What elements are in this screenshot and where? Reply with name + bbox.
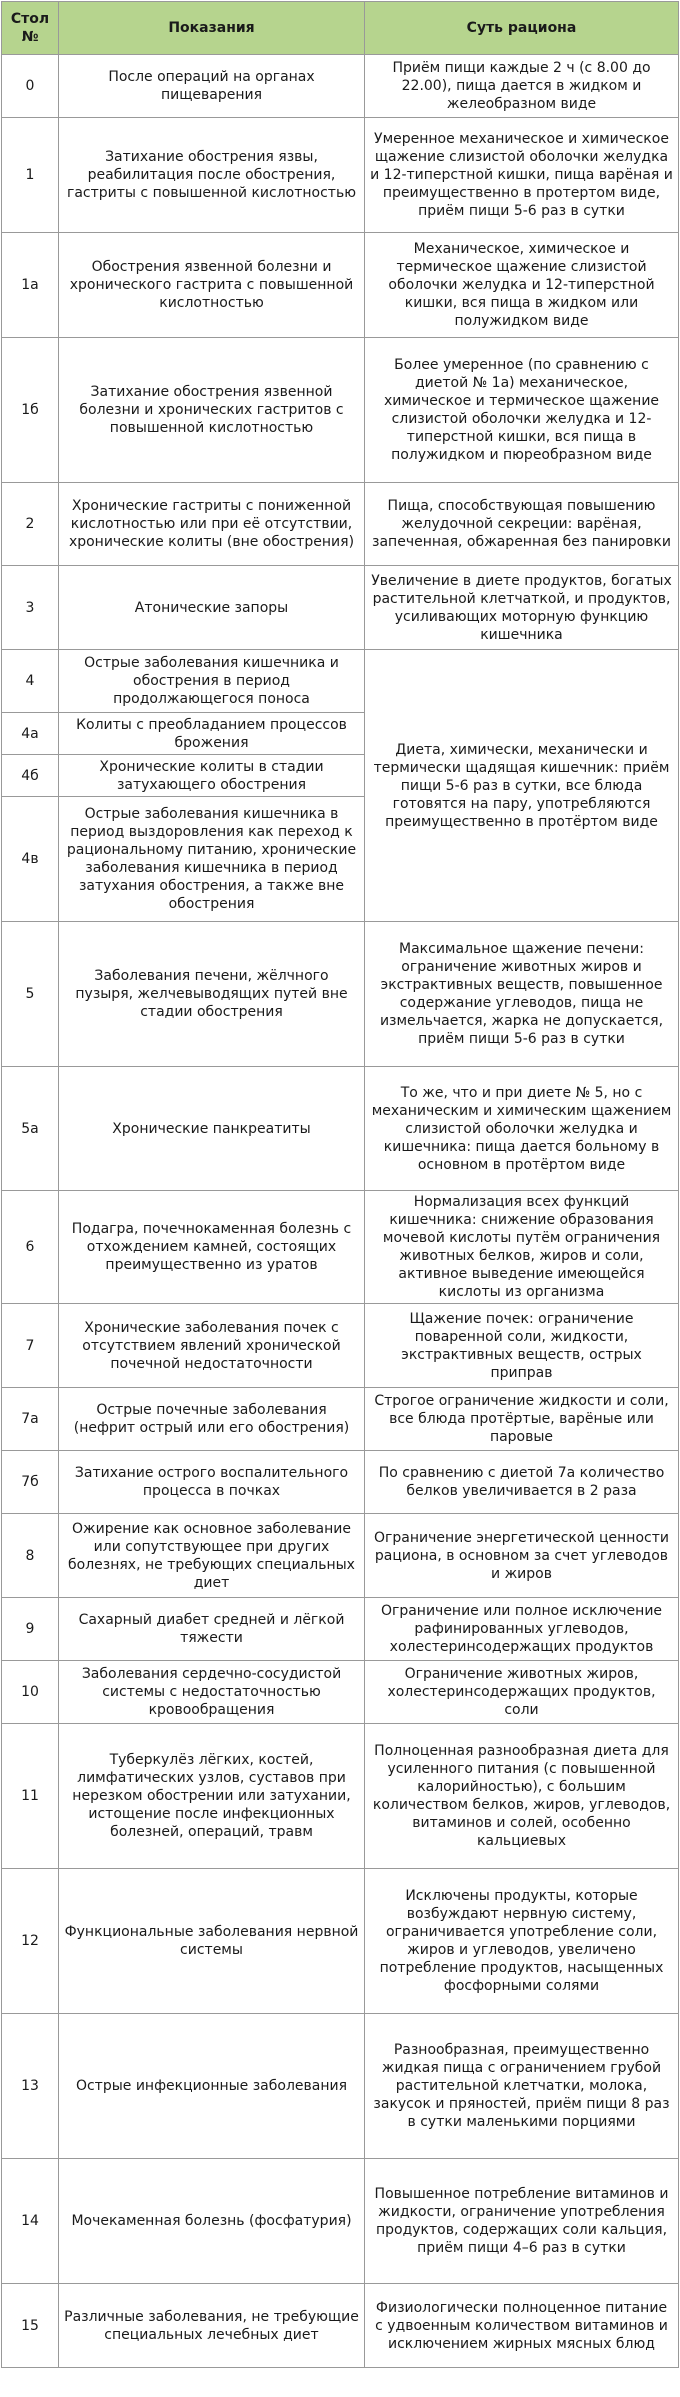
diet-cell-merged: Диета, химически, механически и термически щадящая кишечник: приём пищи 5-6 раз в сутки, все блюда готовятся на пару, употребляются преимущественно в протёртом виде (365, 650, 679, 922)
table-row (2, 650, 679, 713)
table-row (2, 1388, 679, 1451)
diet-cell: Щажение почек: ограничение поваренной соли, жидкости, экстрактивных веществ, острых приправ (365, 1304, 679, 1388)
indications-cell: Хронические гастриты с пониженной кислотностью или при её отсутствии, хронические колиты (вне обострения) (59, 483, 365, 566)
table-number: 8 (2, 1514, 59, 1598)
diet-cell: Приём пищи каждые 2 ч (с 8.00 до 22.00), пища дается в жидком и желеобразном виде (365, 55, 679, 118)
indications-cell: Сахарный диабет средней и лёгкой тяжести (59, 1598, 365, 1661)
diet-cell: Исключены продукты, которые возбуждают нервную систему, ограничивается употребление соли, жиров и углеводов, увеличено потребление продуктов, насыщенных фосфорными солями (365, 1869, 679, 2014)
table-number: 15 (2, 2284, 59, 2368)
header-table-number: Стол № (2, 2, 59, 55)
table-number: 5 (2, 922, 59, 1067)
table-number: 10 (2, 1661, 59, 1724)
indications-cell: Туберкулёз лёгких, костей, лимфатических узлов, суставов при нерезком обострении или затухании, истощение после инфекционных болезней, операций, травм (59, 1724, 365, 1869)
table-row (2, 2014, 679, 2159)
indications-cell: Хронические заболевания почек с отсутствием явлений хронической почечной недостаточности (59, 1304, 365, 1388)
table-row (2, 118, 679, 233)
table-row (2, 1067, 679, 1191)
table-number: 7б (2, 1451, 59, 1514)
indications-cell: Мочекаменная болезнь (фосфатурия) (59, 2159, 365, 2284)
diet-cell: Повышенное потребление витаминов и жидкости, ограничение употребления продуктов, содержащих соли кальция, приём пищи 4–6 раз в сутки (365, 2159, 679, 2284)
indications-cell: Затихание обострения язвенной болезни и хронических гастритов с повышенной кислотностью (59, 338, 365, 483)
table-number: 4а (2, 713, 59, 755)
diet-cell: Ограничение животных жиров, холестеринсодержащих продуктов, соли (365, 1661, 679, 1724)
indications-cell: Острые инфекционные заболевания (59, 2014, 365, 2159)
table-number: 12 (2, 1869, 59, 2014)
diet-cell: Механическое, химическое и термическое щажение слизистой оболочки желудка и 12-типерстной кишки, вся пища в жидком или полужидком виде (365, 233, 679, 338)
table-row (2, 2284, 679, 2368)
table-number: 1б (2, 338, 59, 483)
diet-cell: То же, что и при диете № 5, но с механическим и химическим щажением слизистой оболочки желудка и кишечника: пища дается больному в основном в протёртом виде (365, 1067, 679, 1191)
diet-cell: Умеренное механическое и химическое щажение слизистой оболочки желудка и 12-типерстной кишки, пища варёная и преимущественно в протертом виде, приём пищи 5-6 раз в сутки (365, 118, 679, 233)
table-row (2, 338, 679, 483)
diet-cell: Ограничение энергетической ценности рациона, в основном за счет углеводов и жиров (365, 1514, 679, 1598)
table-row (2, 233, 679, 338)
diet-cell: Максимальное щажение печени: ограничение животных жиров и экстрактивных веществ, повышенное содержание углеводов, пища не измельчается, жарка не допускается, приём пищи 5-6 раз в сутки (365, 922, 679, 1067)
table-row (2, 1661, 679, 1724)
table-number: 1 (2, 118, 59, 233)
diet-cell: По сравнению с диетой 7а количество белков увеличивается в 2 раза (365, 1451, 679, 1514)
header-row (2, 2, 679, 55)
indications-cell: Заболевания печени, жёлчного пузыря, желчевыводящих путей вне стадии обострения (59, 922, 365, 1067)
diet-cell: Ограничение или полное исключение рафинированных углеводов, холестеринсодержащих продуктов (365, 1598, 679, 1661)
diet-cell: Более умеренное (по сравнению с диетой № 1а) механическое, химическое и термическое щажение слизистой оболочки желудка и 12-типерстной кишки, вся пища в полужидком и пюреобразном виде (365, 338, 679, 483)
indications-cell: Хронические панкреатиты (59, 1067, 365, 1191)
indications-cell: После операций на органах пищеварения (59, 55, 365, 118)
table-number: 5а (2, 1067, 59, 1191)
table-row (2, 922, 679, 1067)
diet-table (1, 1, 679, 2368)
table-row (2, 1869, 679, 2014)
indications-cell: Обострения язвенной болезни и хронического гастрита с повышенной кислотностью (59, 233, 365, 338)
indications-cell: Функциональные заболевания нервной системы (59, 1869, 365, 2014)
table-row (2, 483, 679, 566)
table-number: 6 (2, 1191, 59, 1304)
table-row (2, 55, 679, 118)
table-row (2, 2159, 679, 2284)
table-number: 7а (2, 1388, 59, 1451)
header-diet-essence: Суть рациона (365, 2, 679, 55)
table-number: 11 (2, 1724, 59, 1869)
indications-cell: Колиты с преобладанием процессов брожения (59, 713, 365, 755)
indications-cell: Атонические запоры (59, 566, 365, 650)
indications-cell: Затихание обострения язвы, реабилитация после обострения, гастриты с повышенной кислотностью (59, 118, 365, 233)
table-number: 4б (2, 755, 59, 797)
table-number: 14 (2, 2159, 59, 2284)
table-number: 7 (2, 1304, 59, 1388)
table-number: 1а (2, 233, 59, 338)
table-row (2, 1191, 679, 1304)
indications-cell: Острые почечные заболевания (нефрит острый или его обострения) (59, 1388, 365, 1451)
indications-cell: Ожирение как основное заболевание или сопутствующее при других болезнях, не требующих специальных диет (59, 1514, 365, 1598)
table-number: 4в (2, 797, 59, 922)
diet-cell: Разнообразная, преимущественно жидкая пища с ограничением грубой растительной клетчатки, молока, закусок и пряностей, приём пищи 8 раз в сутки маленькими порциями (365, 2014, 679, 2159)
indications-cell: Острые заболевания кишечника в период выздоровления как переход к рациональному питанию, хронические заболевания кишечника в период затухания обострения, а также вне обострения (59, 797, 365, 922)
indications-cell: Хронические колиты в стадии затухающего обострения (59, 755, 365, 797)
diet-cell: Увеличение в диете продуктов, богатых растительной клетчаткой, и продуктов, усиливающих моторную функцию кишечника (365, 566, 679, 650)
diet-cell: Пища, способствующая повышению желудочной секреции: варёная, запеченная, обжаренная без панировки (365, 483, 679, 566)
table-number: 13 (2, 2014, 59, 2159)
diet-cell: Физиологически полноценное питание с удвоенным количеством витаминов и исключением жирных мясных блюд (365, 2284, 679, 2368)
indications-cell: Заболевания сердечно-сосудистой системы с недостаточностью кровообращения (59, 1661, 365, 1724)
table-row (2, 1451, 679, 1514)
indications-cell: Подагра, почечнокаменная болезнь с отхождением камней, состоящих преимущественно из уратов (59, 1191, 365, 1304)
diet-cell: Полноценная разнообразная диета для усиленного питания (с повышенной калорийностью), с большим количеством белков, жиров, углеводов, витаминов и солей, особенно кальциевых (365, 1724, 679, 1869)
table-row (2, 1598, 679, 1661)
table-number: 9 (2, 1598, 59, 1661)
indications-cell: Острые заболевания кишечника и обострения в период продолжающегося поноса (59, 650, 365, 713)
header-indications: Показания (59, 2, 365, 55)
table-number: 0 (2, 55, 59, 118)
indications-cell: Затихание острого воспалительного процесса в почках (59, 1451, 365, 1514)
diet-cell: Строгое ограничение жидкости и соли, все блюда протёртые, варёные или паровые (365, 1388, 679, 1451)
table-number: 2 (2, 483, 59, 566)
indications-cell: Различные заболевания, не требующие специальных лечебных диет (59, 2284, 365, 2368)
table-row (2, 1514, 679, 1598)
table-number: 3 (2, 566, 59, 650)
diet-cell: Нормализация всех функций кишечника: снижение образования мочевой кислоты путём ограничения животных белков, жиров и соли, активное выведение имеющейся кислоты из организма (365, 1191, 679, 1304)
table-row (2, 566, 679, 650)
table-row (2, 1304, 679, 1388)
table-number: 4 (2, 650, 59, 713)
table-row (2, 1724, 679, 1869)
